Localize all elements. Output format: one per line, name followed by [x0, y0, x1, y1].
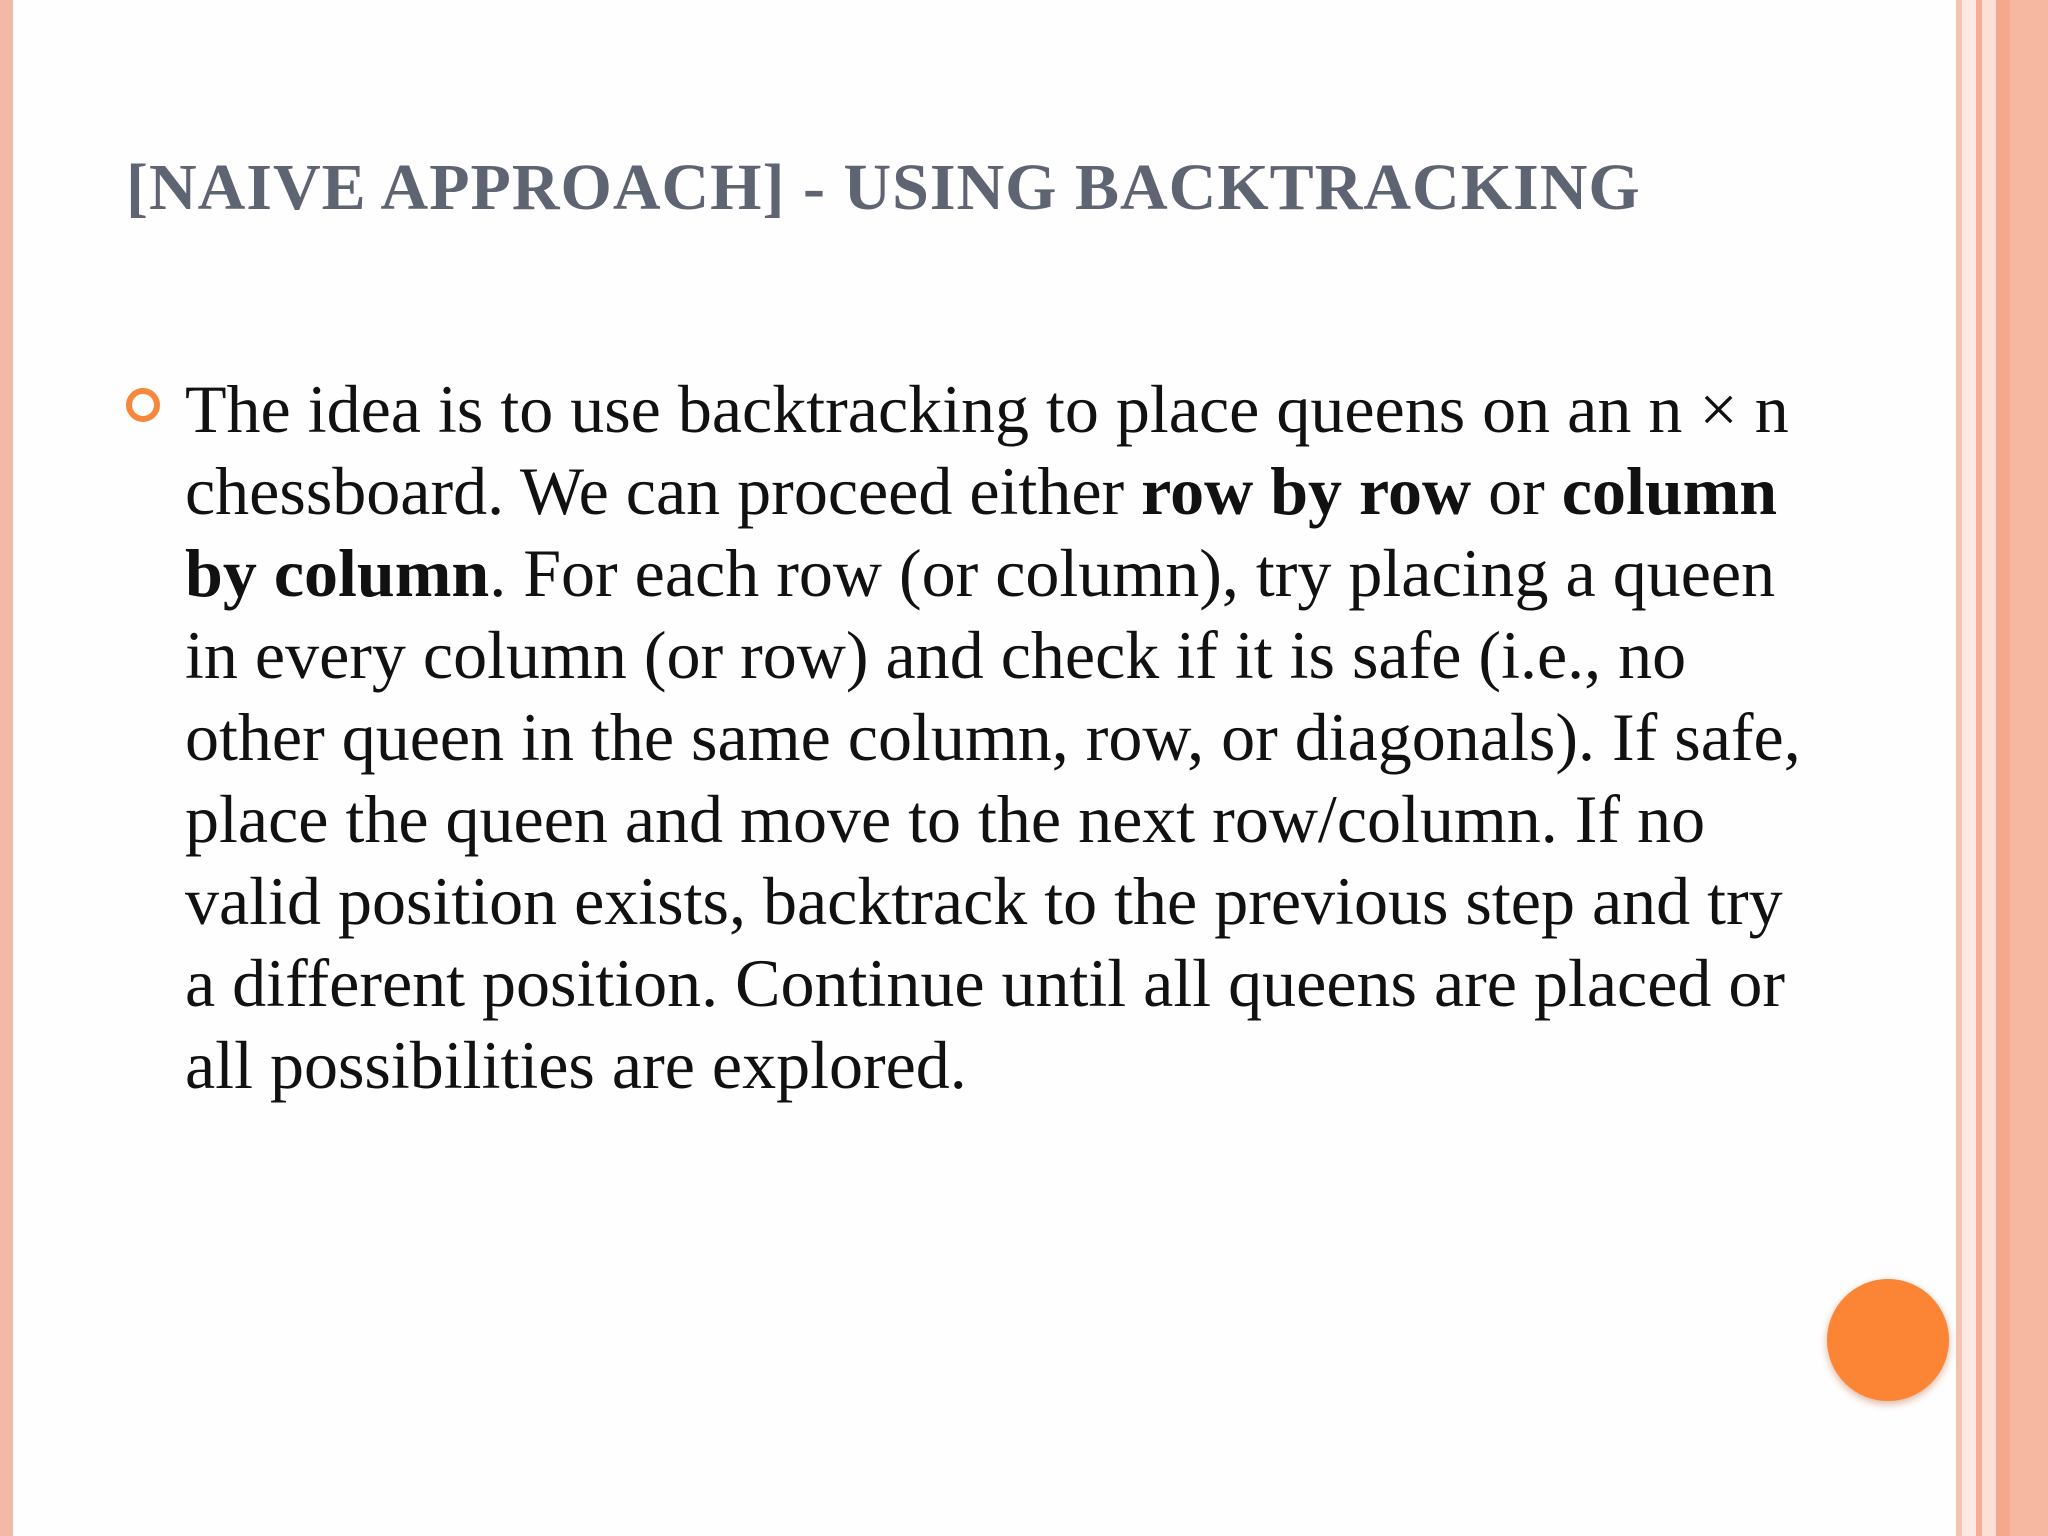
bullet-item	[126, 368, 1806, 1106]
right-border-stripe	[2010, 0, 2048, 1536]
bullet-text-bold-row-by-row: row by row	[1141, 453, 1472, 529]
bullet-text-segment: or	[1471, 453, 1562, 529]
left-border-stripe	[0, 0, 13, 1536]
right-border-stripe	[1982, 0, 1996, 1536]
bullet-text-bold-column-by-column: column by column	[185, 453, 1778, 611]
bullet-text	[185, 368, 1806, 1106]
bullet-text-segment: . For each row (or column), try placing a queen in every column (or row) and check if it is safe (i.e., no other queen in the same column, row, or diagonals). If safe, place the queen and move to the next row/column. If no valid position exists, backtrack to the previous step and try a different position. Continue until all queens are placed or all possibilities are explored.	[185, 535, 1801, 1103]
bullet-text-segment: The idea is to use backtracking to place queens on an n × n chessboard. We can proceed either	[185, 371, 1789, 529]
slide-title: [NAIVE APPROACH] - USING BACKTRACKING	[126, 151, 1641, 224]
orange-circle-icon	[1827, 1279, 1949, 1401]
hollow-circle-bullet-icon	[126, 388, 160, 422]
right-border-stripe	[1996, 0, 2010, 1536]
right-border-stripe	[1962, 0, 1976, 1536]
